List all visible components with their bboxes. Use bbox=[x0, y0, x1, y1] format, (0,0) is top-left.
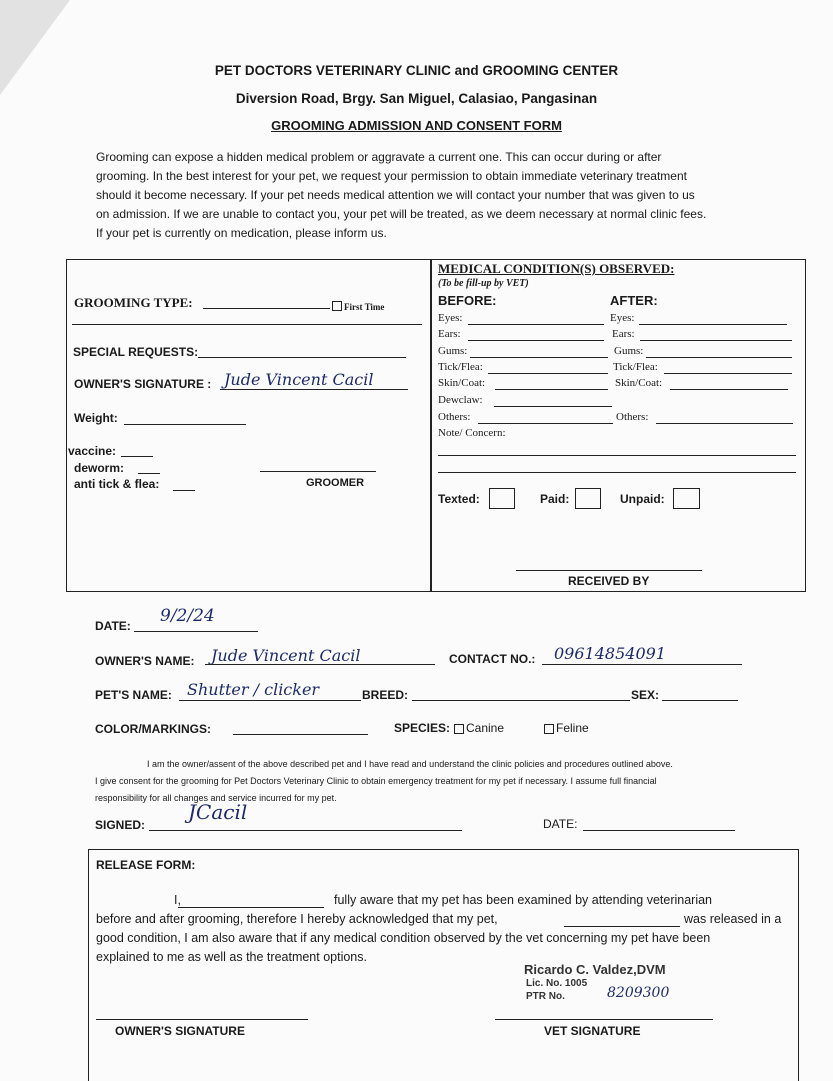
anti-tick-line[interactable] bbox=[173, 490, 195, 491]
medical-box bbox=[430, 259, 806, 592]
owner-signature-value: Jude Vincent Cacil bbox=[224, 370, 374, 389]
groomer-line[interactable] bbox=[260, 471, 376, 472]
note-concern-label: Note/ Concern: bbox=[438, 427, 506, 439]
before-others-label: Others: bbox=[438, 411, 471, 423]
paid-checkbox[interactable] bbox=[575, 488, 601, 509]
before-label: BEFORE: bbox=[438, 293, 497, 308]
unpaid-checkbox[interactable] bbox=[673, 488, 700, 509]
color-line[interactable] bbox=[233, 734, 368, 735]
stamp-ptr: PTR No. bbox=[526, 991, 565, 1002]
grooming-type-label: GROOMING TYPE: bbox=[74, 295, 193, 310]
anti-tick-label: anti tick & flea: bbox=[74, 477, 160, 491]
intro-line: If your pet is currently on medication, please inform us. bbox=[96, 226, 387, 240]
weight-label: Weight: bbox=[74, 411, 118, 425]
owner-signature-line[interactable] bbox=[220, 389, 408, 390]
before-ears-line[interactable] bbox=[468, 340, 604, 341]
form-title: GROOMING ADMISSION AND CONSENT FORM bbox=[271, 118, 562, 133]
after-eyes-label: Eyes: bbox=[610, 312, 635, 324]
before-gums-line[interactable] bbox=[470, 357, 608, 358]
signed-date-line[interactable] bbox=[583, 830, 735, 831]
deworm-label: deworm: bbox=[74, 461, 125, 475]
note-line-2[interactable] bbox=[438, 472, 796, 473]
grooming-type-line-2 bbox=[72, 324, 422, 325]
before-skin-label: Skin/Coat: bbox=[438, 377, 486, 389]
pet-name-label: PET'S NAME: bbox=[95, 688, 172, 702]
signed-line[interactable] bbox=[149, 830, 462, 831]
pet-name-line[interactable] bbox=[179, 700, 361, 701]
stamp-lic: Lic. No. 1005 bbox=[526, 978, 588, 989]
release-name-line[interactable] bbox=[178, 907, 324, 908]
before-others-line[interactable] bbox=[478, 423, 613, 424]
after-others-label: Others: bbox=[616, 411, 649, 423]
owner-name-line[interactable] bbox=[205, 664, 435, 665]
clinic-address: Diversion Road, Brgy. San Miguel, Calasiao, Pangasinan bbox=[235, 91, 598, 106]
vaccine-line[interactable] bbox=[121, 456, 153, 457]
stamp-ptr-value: 8209300 bbox=[607, 985, 670, 1001]
contact-value: 09614854091 bbox=[554, 644, 666, 663]
first-time-label: First Time bbox=[344, 302, 385, 312]
before-eyes-label: Eyes: bbox=[438, 312, 463, 324]
canine-checkbox[interactable] bbox=[454, 724, 464, 734]
release-i: I, bbox=[174, 893, 181, 907]
before-gums-label: Gums: bbox=[438, 345, 468, 357]
species-canine-option[interactable] bbox=[454, 721, 504, 735]
release-text-2a: before and after grooming, therefore I hereby acknowledged that my pet, bbox=[96, 912, 498, 926]
medical-title: MEDICAL CONDITION(S) OBSERVED: bbox=[438, 261, 675, 276]
feline-label: Feline bbox=[556, 721, 589, 735]
vaccine-label: vaccine: bbox=[68, 444, 117, 458]
owner-name-value: Jude Vincent Cacil bbox=[211, 646, 361, 665]
medical-subtitle: (To be fill-up by VET) bbox=[438, 278, 529, 289]
first-time-checkbox[interactable] bbox=[332, 297, 384, 315]
before-eyes-line[interactable] bbox=[468, 324, 604, 325]
contact-line[interactable] bbox=[542, 664, 742, 665]
breed-line[interactable] bbox=[412, 700, 630, 701]
owner-signature-label: OWNER'S SIGNATURE : bbox=[74, 377, 212, 391]
received-by-label: RECEIVED BY bbox=[568, 574, 650, 588]
clinic-name: PET DOCTORS VETERINARY CLINIC and GROOMING CENTER bbox=[214, 63, 619, 78]
release-owner-signature: OWNER'S SIGNATURE bbox=[115, 1024, 245, 1038]
after-ears-label: Ears: bbox=[612, 328, 635, 340]
signed-label: SIGNED: bbox=[95, 818, 146, 832]
special-requests-label: SPECIAL REQUESTS: bbox=[73, 345, 199, 359]
before-skin-line[interactable] bbox=[495, 389, 608, 390]
release-pet-line[interactable] bbox=[564, 926, 680, 927]
paid-label: Paid: bbox=[540, 492, 570, 506]
folded-corner bbox=[0, 0, 70, 95]
canine-label: Canine bbox=[466, 721, 505, 735]
release-vet-signature: VET SIGNATURE bbox=[544, 1024, 641, 1038]
intro-line: on admission. If we are unable to contact you, your pet will be treated, as we deem necessary at normal clinic fees. bbox=[96, 207, 707, 221]
owner-name-label: OWNER'S NAME: bbox=[95, 654, 195, 668]
received-by-line[interactable] bbox=[516, 570, 702, 571]
texted-label: Texted: bbox=[438, 492, 480, 506]
sex-label: SEX: bbox=[631, 688, 660, 702]
sex-line[interactable] bbox=[662, 700, 738, 701]
note-line-1[interactable] bbox=[438, 455, 796, 456]
intro-line: Grooming can expose a hidden medical problem or aggravate a current one. This can occur during or after bbox=[96, 150, 662, 164]
before-tick-line[interactable] bbox=[488, 373, 608, 374]
signed-value: JCacil bbox=[188, 800, 248, 824]
release-text-1: fully aware that my pet has been examined by attending veterinarian bbox=[334, 893, 713, 907]
stamp-name: Ricardo C. Valdez,DVM bbox=[524, 962, 666, 977]
after-gums-label: Gums: bbox=[614, 345, 644, 357]
before-dewclaw-line[interactable] bbox=[494, 406, 612, 407]
unpaid-label: Unpaid: bbox=[620, 492, 665, 506]
consent-line: I give consent for the grooming for Pet Doctors Veterinary Clinic to obtain emergency treatment for my pet if necessary. I assume full financial bbox=[95, 776, 657, 786]
after-label: AFTER: bbox=[610, 293, 658, 308]
release-text-4: explained to me as well as the treatment options. bbox=[96, 950, 367, 964]
texted-checkbox[interactable] bbox=[489, 488, 515, 509]
before-dewclaw-label: Dewclaw: bbox=[438, 394, 483, 406]
release-box bbox=[88, 849, 799, 1081]
species-label: SPECIES: bbox=[394, 721, 451, 735]
date-line[interactable] bbox=[134, 631, 258, 632]
after-gums-line[interactable] bbox=[646, 357, 792, 358]
after-others-line[interactable] bbox=[656, 423, 793, 424]
vet-sig-line[interactable] bbox=[495, 1019, 713, 1020]
after-skin-line[interactable] bbox=[670, 389, 788, 390]
consent-line: I am the owner/assent of the above described pet and I have read and understand the clinic policies and procedures outlined above. bbox=[147, 759, 673, 769]
pet-name-value: Shutter / clicker bbox=[187, 680, 320, 699]
grooming-type-line[interactable] bbox=[203, 308, 330, 309]
color-label: COLOR/MARKINGS: bbox=[95, 722, 211, 736]
after-ears-line[interactable] bbox=[640, 340, 792, 341]
consent-line: responsibility for all changes and service incurred for my pet. bbox=[95, 793, 337, 803]
species-feline-option[interactable] bbox=[544, 721, 589, 735]
release-text-3: good condition, I am also aware that if any medical condition observed by the vet concerning my pet have been bbox=[96, 931, 711, 945]
intro-paragraph bbox=[96, 148, 768, 243]
after-tick-label: Tick/Flea: bbox=[613, 361, 658, 373]
intro-line: grooming. In the best interest for your pet, we request your permission to obtain immediate veterinary treatment bbox=[96, 169, 687, 183]
special-requests-line[interactable] bbox=[198, 357, 406, 358]
after-eyes-line[interactable] bbox=[639, 324, 787, 325]
breed-label: BREED: bbox=[362, 688, 409, 702]
contact-label: CONTACT NO.: bbox=[449, 652, 536, 666]
release-title: RELEASE FORM: bbox=[96, 858, 196, 872]
after-skin-label: Skin/Coat: bbox=[615, 377, 663, 389]
intro-line: should it become necessary. If your pet needs medical attention we will contact your number that was given to us bbox=[96, 188, 695, 202]
release-text-2b: was released in a bbox=[684, 912, 782, 926]
date-value: 9/2/24 bbox=[160, 606, 215, 626]
owner-sig-line[interactable] bbox=[96, 1019, 308, 1020]
date-label: DATE: bbox=[95, 619, 131, 633]
before-tick-label: Tick/Flea: bbox=[438, 361, 483, 373]
feline-checkbox[interactable] bbox=[544, 724, 554, 734]
deworm-line[interactable] bbox=[138, 473, 160, 474]
after-tick-line[interactable] bbox=[664, 373, 792, 374]
weight-line[interactable] bbox=[124, 424, 246, 425]
signed-date-label: DATE: bbox=[543, 817, 578, 831]
groomer-label: GROOMER bbox=[306, 477, 365, 489]
before-ears-label: Ears: bbox=[438, 328, 461, 340]
